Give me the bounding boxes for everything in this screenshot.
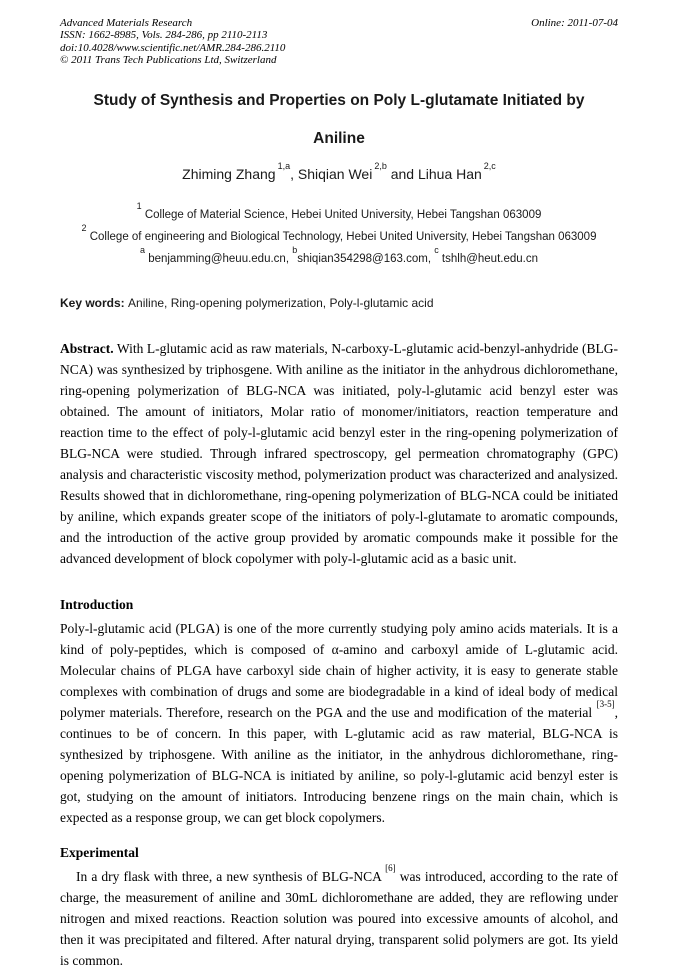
author-2-name: Shiqian Wei [297, 165, 373, 182]
abstract-label: Abstract. [60, 340, 114, 356]
affiliation-1-text: College of Material Science, Hebei United University, Hebei Tangshan 063009 [141, 208, 542, 221]
affiliation-2-text: College of engineering and Biological Technology, Hebei United University, Hebei Tangshan 063009 [86, 230, 597, 243]
issn-line: ISSN: 1662-8985, Vols. 284-286, pp 2110-2113 [60, 29, 268, 42]
copyright-line: © 2011 Trans Tech Publications Ltd, Switzerland [60, 54, 277, 67]
online-date: Online: 2011-07-04 [531, 17, 618, 29]
introduction-paragraph [60, 618, 618, 828]
authors-line [60, 160, 618, 183]
email-c: tshlh@heut.edu.cn [438, 252, 539, 265]
author-emails-line [60, 244, 618, 270]
email-a: benjamming@heuu.edu.cn, [145, 252, 293, 265]
affiliation-1 [60, 200, 618, 226]
email-a-superscript: a [139, 244, 145, 255]
email-b: shiqian354298@163.com, [297, 252, 435, 265]
citation-ref-6: [6] [385, 863, 396, 874]
doi-line: doi:10.4028/www.scientific.net/AMR.284-286.2110 [60, 41, 286, 54]
publication-header [60, 17, 618, 67]
email-c-superscript: c [434, 244, 439, 255]
experimental-text-2: was introduced, according to the rate of charge, the measurement of aniline and 30mL dichloromethane are added, they are reflowing under nitrogen and mixed reactions. Reaction solution was poured into excessive amounts of alcohol, and then it was precipitated and filtered. After natural drying, transparent solid polymers are got. Its yield is common. [60, 868, 618, 968]
paper-title-line2: Aniline [313, 129, 365, 147]
experimental-heading: Experimental [60, 844, 139, 860]
author-1-name: Zhiming Zhang [182, 165, 276, 182]
publication-info [60, 17, 285, 67]
author-separator: and [386, 165, 418, 182]
affiliation-2-superscript: 2 [81, 222, 87, 233]
email-b-superscript: b [292, 244, 298, 255]
citation-ref-3-5: [3-5] [596, 699, 615, 710]
introduction-text-1: Poly-l-glutamic acid (PLGA) is one of the more currently studying poly amino acids materials. It is a kind of poly-peptides, which is composed of α-amino and carboxyl amide of L-glutamic acid. Molecular chains of PLGA have carboxyl side chain of higher activity, it is easy to generate stable complexes with combination of drugs and some are biodegradable in a kind of ideal body of medical polymer materials. Therefore, research on the PGA and the use and modification of the material [60, 620, 618, 720]
affiliations-block [60, 200, 618, 270]
paper-title-line1: Study of Synthesis and Properties on Poly L-glutamate Initiated by [93, 91, 585, 109]
abstract-text: With L-glutamic acid as raw materials, N-carboxy-L-glutamic acid-benzyl-anhydride (BLG-NCA) was synthesized by triphosgene. With aniline as the initiator in the anhydrous dichloromethane, ring-opening polymerization of BLG-NCA was initiated, poly-l-glutamic acid benzyl ester was obtained. The amount of initiators, Molar ratio of monomer/initiators, reaction temperature and reaction time to the effect of poly-l-glutamic acid benzyl ester in the ring-opening polymerization of BLG-NCA were studied. Through infrared spectroscopy, gel permeation chromatography (GPC) analysis and characteristic viscosity method, polymerization product was characterized and analysized. Results showed that in dichloromethane, ring-opening polymerization of BLG-NCA could be initiated by aniline, which expands greater scope of the initiators of poly-l-glutamate to aromatic compounds, and the introduction of the active group provided by aromatic compounds make it possible for the advanced development of block copolymer with poly-l-glutamic acid as a basic unit. [60, 340, 618, 566]
author-separator: , [290, 165, 298, 182]
keywords-text: Aniline, Ring-opening polymerization, Poly-l-glutamic acid [128, 295, 434, 310]
introduction-text-2: , continues to be of concern. In this paper, with L-glutamic acid as raw material, BLG-NCA is synthesized by triphosgene. With aniline as the initiator, in the anhydrous dichloromethane, ring-opening polymerization of BLG-NCA is initiated by aniline, so poly-l-glutamic acid benzyl ester is got, studying on the amount of initiators. Introducing benzene rings on the main chain, which is expected as a response group, we can get block copolymers. [60, 704, 618, 825]
author-3-superscript: 2,c [483, 160, 496, 171]
author-1-superscript: 1,a [277, 160, 291, 171]
experimental-text-1: In a dry flask with three, a new synthesis of BLG-NCA [76, 868, 386, 884]
author-2-superscript: 2,b [374, 160, 387, 171]
journal-name: Advanced Materials Research [60, 17, 193, 29]
abstract-paragraph [60, 338, 618, 569]
keywords-line [60, 295, 618, 311]
paper-title [60, 91, 618, 148]
keywords-label: Key words: [60, 295, 129, 310]
author-3-name: Lihua Han [417, 165, 482, 182]
affiliation-2 [73, 222, 605, 248]
affiliation-1-superscript: 1 [136, 200, 142, 211]
introduction-heading: Introduction [60, 596, 134, 612]
experimental-paragraph [60, 863, 618, 971]
